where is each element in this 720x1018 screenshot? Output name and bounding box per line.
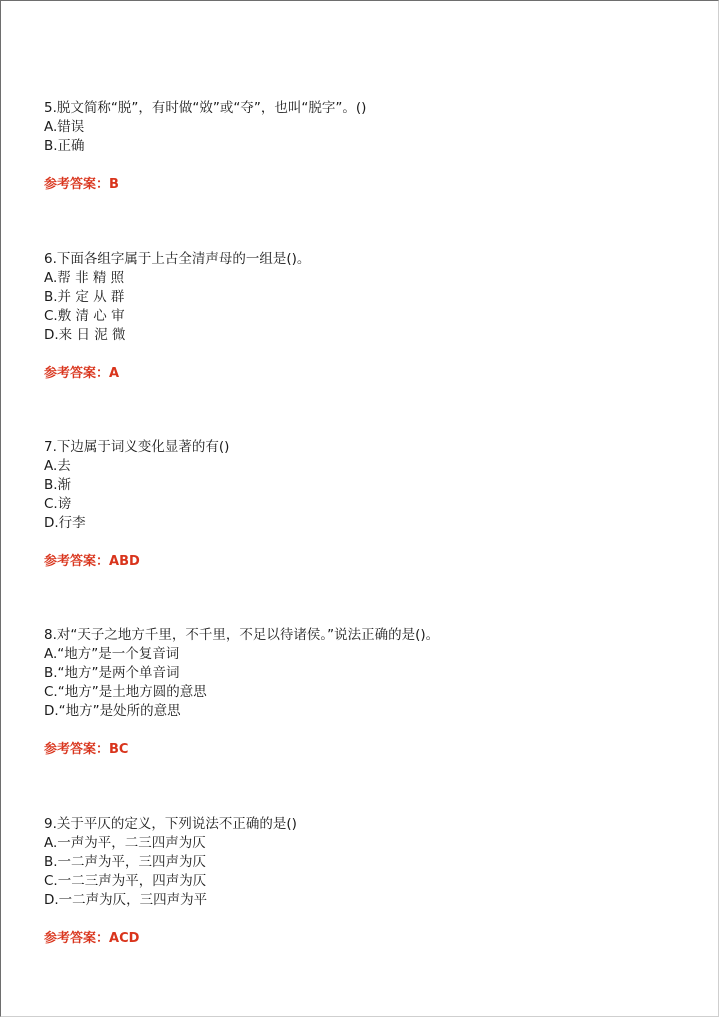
answer-value: ABD [109, 554, 140, 569]
answer-value: A [109, 366, 120, 381]
question-5 [44, 99, 366, 194]
answer-label: 参考答案： [44, 366, 110, 381]
option-b: B.正确 [44, 138, 85, 154]
option-c: C.敷 清 心 审 [44, 308, 125, 324]
option-a: A.错误 [44, 119, 85, 135]
option-d: D.“地方”是处所的意思 [44, 703, 181, 719]
option-d: D.一二声为仄，三四声为平 [44, 892, 208, 908]
answer-value: ACD [109, 931, 140, 946]
answer-line [44, 364, 310, 383]
question-stem: 5.脱文简称“脱”，有时做“敚”或“夺”，也叫“脱字”。() [44, 100, 367, 116]
answer-label: 参考答案： [44, 931, 110, 946]
answer-line [44, 740, 439, 759]
option-d: D.来 日 泥 微 [44, 327, 126, 343]
option-b: B.并 定 从 群 [44, 289, 125, 305]
option-c: C.“地方”是土地方圆的意思 [44, 684, 207, 700]
answer-label: 参考答案： [44, 177, 110, 192]
option-c: C.谤 [44, 496, 72, 512]
question-8 [44, 626, 439, 759]
answer-value: B [109, 177, 119, 192]
option-a: A.一声为平，二三四声为仄 [44, 835, 206, 851]
answer-line [44, 175, 366, 194]
option-a: A.帮 非 精 照 [44, 270, 125, 286]
question-6 [44, 250, 310, 383]
option-b: B.一二声为平，三四声为仄 [44, 854, 207, 870]
question-7 [44, 438, 229, 571]
option-b: B.“地方”是两个单音词 [44, 665, 180, 681]
question-stem: 8.对“天子之地方千里，不千里，不足以待诸侯。”说法正确的是()。 [44, 627, 440, 643]
question-stem: 7.下边属于词义变化显著的有() [44, 439, 230, 455]
answer-label: 参考答案： [44, 742, 110, 757]
option-a: A.去 [44, 458, 71, 474]
option-c: C.一二三声为平，四声为仄 [44, 873, 207, 889]
option-d: D.行李 [44, 515, 86, 531]
answer-value: BC [109, 742, 129, 757]
question-stem: 6.下面各组字属于上古全清声母的一组是()。 [44, 251, 311, 267]
answer-label: 参考答案： [44, 554, 110, 569]
answer-line [44, 929, 297, 948]
question-9 [44, 815, 297, 948]
question-stem: 9.关于平仄的定义，下列说法不正确的是() [44, 816, 297, 832]
option-b: B.渐 [44, 477, 72, 493]
answer-line [44, 552, 229, 571]
option-a: A.“地方”是一个复音词 [44, 646, 180, 662]
